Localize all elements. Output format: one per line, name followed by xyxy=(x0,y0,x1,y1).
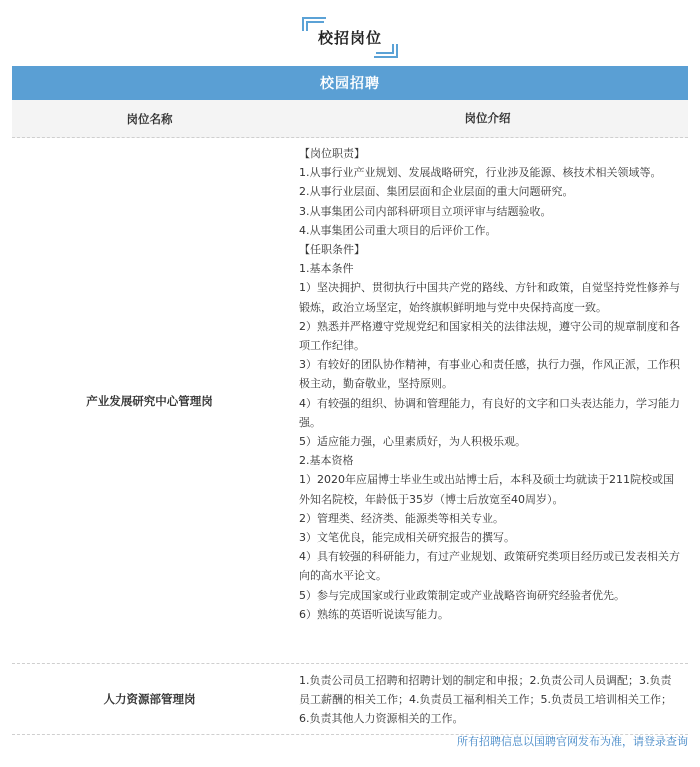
desc-line: 1.从事行业产业规划、发展战略研究，行业涉及能源、核技术相关领域等。 xyxy=(299,166,662,180)
header-position-name xyxy=(12,111,287,127)
position-name: 人力资源部管理岗 xyxy=(103,692,196,706)
desc-line: 2.基本资格 xyxy=(299,454,354,468)
header-position-desc xyxy=(287,109,688,128)
header-label: 岗位名称 xyxy=(126,111,173,126)
desc-line: 2）管理类、经济类、能源类等相关专业。 xyxy=(299,511,504,525)
page-title-area xyxy=(0,14,700,60)
desc-line: 1）2020年应届博士毕业生或出站博士后，本科及硕士均就读于211院校或国外知名院校，年龄低于35岁（博士后放宽至40周岁）。 xyxy=(299,473,674,506)
position-name-cell xyxy=(12,138,287,663)
desc-line: 1.负责公司员工招聘和招聘计划的制定和申报；2.负责公司人员调配；3.负责员工薪酬的相关工作；4.负责员工福利相关工作；5.负责员工培训相关工作；6.负责其他人力资源相关的工作。 xyxy=(299,674,672,726)
section-banner xyxy=(12,66,688,100)
desc-line: 4.从事集团公司重大项目的后评价工作。 xyxy=(299,223,497,237)
desc-line: 4）具有较强的科研能力，有过产业规划、政策研究类项目经历或已发表相关方向的高水平论文。 xyxy=(299,550,680,583)
desc-line: 2）熟悉并严格遵守党规党纪和国家相关的法律法规，遵守公司的规章制度和各项工作纪律。 xyxy=(299,319,680,353)
desc-line: 2.从事行业层面、集团层面和企业层面的重大问题研究。 xyxy=(299,185,574,199)
position-desc-cell xyxy=(287,138,688,663)
desc-line: 3.从事集团公司内部科研项目立项评审与结题验收。 xyxy=(299,204,552,218)
footer-note: 所有招聘信息以国聘官网发布为准，请登录查询 xyxy=(457,735,688,748)
header-label: 岗位介绍 xyxy=(464,110,511,125)
desc-line: 1.基本条件 xyxy=(299,262,354,276)
desc-line: 3）文笔优良，能完成相关研究报告的撰写。 xyxy=(299,531,515,545)
desc-line: 【任职条件】 xyxy=(299,243,365,257)
table-row xyxy=(12,138,688,664)
banner-title: 校园招聘 xyxy=(320,76,380,92)
position-name: 产业发展研究中心管理岗 xyxy=(86,393,213,408)
desc-line: 【岗位职责】 xyxy=(299,147,365,160)
desc-line: 4）有较强的组织、协调和管理能力，有良好的文字和口头表达能力，学习能力强。 xyxy=(299,396,680,429)
table-row xyxy=(12,664,688,735)
title-corner-decoration xyxy=(306,21,324,31)
position-name-cell xyxy=(12,664,287,734)
page-title: 校招岗位 xyxy=(317,28,382,47)
desc-line: 3）有较好的团队协作精神，有事业心和责任感，执行力强，作风正派，工作积极主动，勤奋敬业，坚持原则。 xyxy=(299,358,680,391)
desc-line: 6）熟练的英语听说读写能力。 xyxy=(299,607,449,621)
positions-table xyxy=(12,100,688,735)
desc-line: 1）坚决拥护、贯彻执行中国共产党的路线、方针和政策，自觉坚持党性修养与锻炼，政治立场坚定，始终旗帜鲜明地与党中央保持高度一致。 xyxy=(299,281,680,314)
desc-line: 5）参与完成国家或行业政策制定或产业战略咨询研究经验者优先。 xyxy=(299,588,625,602)
table-header-row xyxy=(12,100,688,138)
desc-line: 5）适应能力强，心里素质好，为人积极乐观。 xyxy=(299,435,526,449)
position-desc-cell xyxy=(287,664,688,734)
title-corner-decoration xyxy=(374,44,398,58)
page-title-frame xyxy=(308,23,392,52)
